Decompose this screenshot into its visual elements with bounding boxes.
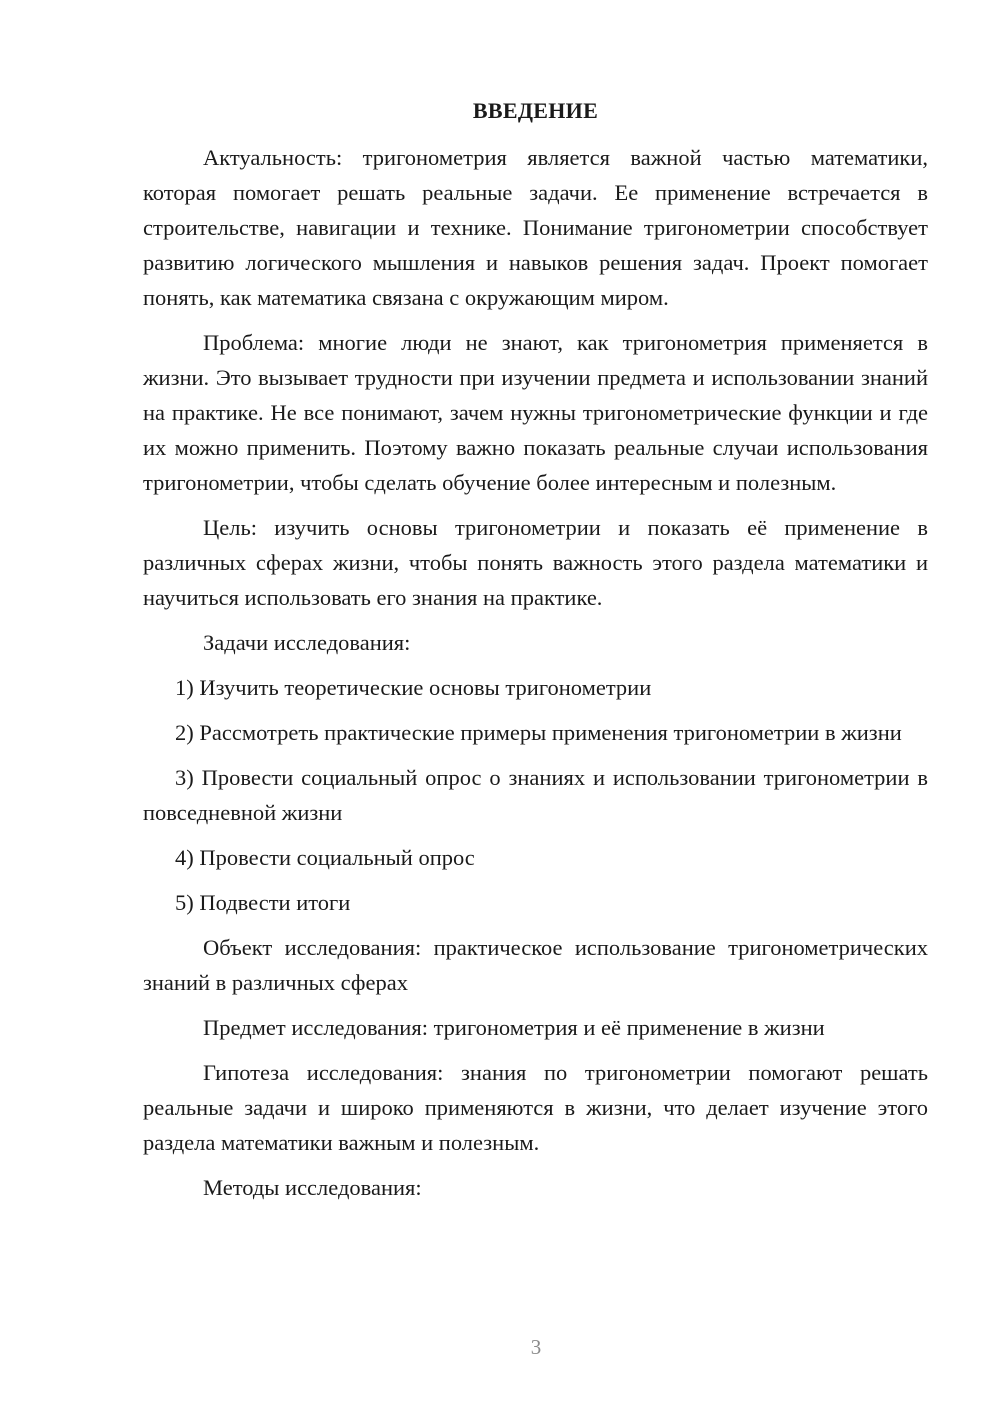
task-item-3: 3) Провести социальный опрос о знаниях и использовании тригонометрии в повседневной жизни — [143, 765, 928, 825]
subject-paragraph: Предмет исследования: тригонометрия и её применение в жизни — [203, 1015, 825, 1040]
page-heading: ВВЕДЕНИЕ — [472, 98, 599, 123]
task-item-1: 1) Изучить теоретические основы тригонометрии — [175, 675, 652, 700]
task-item-2: 2) Рассмотреть практические примеры применения тригонометрии в жизни — [175, 720, 902, 745]
task-item-4: 4) Провести социальный опрос — [175, 845, 475, 870]
document-page — [143, 96, 928, 1215]
object-paragraph: Объект исследования: практическое использование тригонометрических знаний в различных сферах — [143, 935, 928, 995]
problem-paragraph: Проблема: многие люди не знают, как тригонометрия применяется в жизни. Это вызывает трудности при изучении предмета и использовании знаний на практике. Не все понимают, зачем нужны тригонометрические функции и где их можно применить. Поэтому важно показать реальные случаи использования тригонометрии, чтобы сделать обучение более интересным и полезным. — [143, 330, 928, 495]
relevance-paragraph: Актуальность: тригонометрия является важной частью математики, которая помогает решать реальные задачи. Ее применение встречается в строительстве, навигации и технике. Понимание тригонометрии способствует развитию логического мышления и навыков решения задач. Проект помогает понять, как математика связана с окружающим миром. — [143, 145, 928, 310]
page-number: 3 — [530, 1335, 542, 1359]
goal-paragraph: Цель: изучить основы тригонометрии и показать её применение в различных сферах жизни, чтобы понять важность этого раздела математики и научиться использовать его знания на практике. — [143, 515, 928, 610]
tasks-title: Задачи исследования: — [203, 630, 411, 655]
task-item-5: 5) Подвести итоги — [175, 890, 351, 915]
hypothesis-paragraph: Гипотеза исследования: знания по тригонометрии помогают решать реальные задачи и широко применяются в жизни, что делает изучение этого раздела математики важным и полезным. — [143, 1060, 928, 1155]
methods-title: Методы исследования: — [203, 1175, 422, 1200]
